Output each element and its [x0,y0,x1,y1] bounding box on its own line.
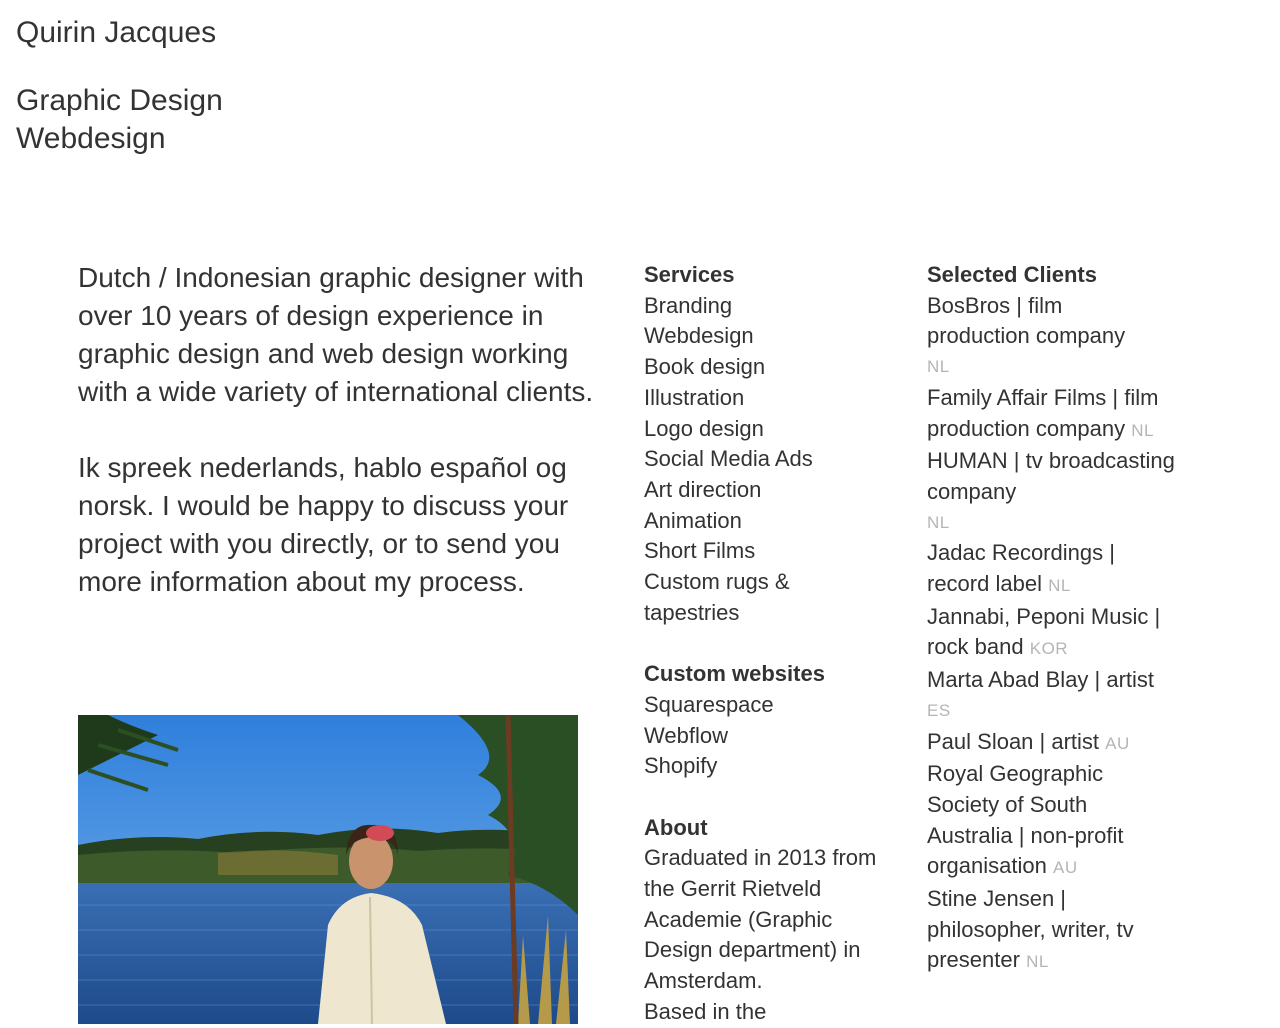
site-header [16,14,223,158]
section-spacer [644,782,904,813]
platform-item: Webflow [644,722,728,748]
client-item [927,759,1177,884]
country-tag: NL [1026,952,1049,972]
platform-item: Squarespace [644,691,774,717]
clients-heading: Selected Clients [927,262,1097,287]
service-item: Logo design [644,415,764,441]
service-item: Art direction [644,476,762,502]
client-item [927,538,1177,601]
intro-paragraph-bio: Dutch / Indonesian graphic designer with over 10 years of design experience in graphic design and web design working with a wide variety of international clients. [78,262,594,407]
country-tag: KOR [1029,639,1069,659]
client-name: HUMAN | tv broadcasting company [927,448,1175,504]
services-column [644,260,904,1028]
about-text: Graduated in 2013 from the Gerrit Rietveld Academie (Graphic Design department) in Amsterdam. [644,845,877,994]
service-item: Book design [644,354,766,380]
intro-paragraph-languages: Ik spreek nederlands, hablo español og norsk. I would be happy to discuss your project with you directly, or to send you more information about my process. [78,452,569,597]
client-item [927,446,1177,538]
intro-section [78,259,618,639]
country-tag: AU [1105,733,1130,753]
client-name: Marta Abad Blay | artist [927,667,1155,693]
service-item: Social Media Ads [644,446,813,472]
client-name: Family Affair Films | film production company [927,384,1159,441]
country-tag: NL [927,357,950,377]
client-name: Royal Geographic Society of South Australia | non-profit organisation [927,761,1124,879]
country-tag: NL [1048,576,1071,596]
client-item [927,383,1177,446]
client-name: Stine Jensen | philosopher, writer, tv presenter [927,886,1134,973]
client-item [927,727,1177,760]
client-item [927,602,1177,665]
platform-item: Shopify [644,753,718,779]
country-tag: AU [1053,858,1078,878]
portrait-photo [78,715,578,1024]
clients-column [927,260,1177,978]
service-item: Branding [644,292,733,318]
country-tag: NL [1131,420,1154,440]
custom-websites-heading: Custom websites [644,661,825,687]
client-item [927,884,1177,978]
about-heading: About [644,814,708,840]
client-item [927,291,1177,383]
client-name: Jannabi, Peponi Music | rock band [927,603,1161,660]
about-text: Based in the [644,998,767,1024]
services-heading: Services [644,262,735,287]
section-spacer [644,628,904,659]
service-item: Illustration [644,384,745,410]
client-name: Paul Sloan | artist [927,728,1100,754]
service-item: Animation [644,507,742,533]
nav-link-graphic-design[interactable]: Graphic Design [16,84,223,117]
client-name: Jadac Recordings | record label [927,540,1115,597]
client-item [927,665,1177,726]
site-title-link[interactable]: Quirin Jacques [16,16,217,49]
client-name: BosBros | film production company [927,292,1126,349]
service-item: Short Films [644,538,756,564]
main-nav [16,82,223,158]
service-item: Webdesign [644,323,754,349]
nav-link-webdesign[interactable]: Webdesign [16,122,166,155]
country-tag: NL [927,512,950,532]
service-item: Custom rugs & tapestries [644,569,790,625]
country-tag: ES [927,700,951,720]
